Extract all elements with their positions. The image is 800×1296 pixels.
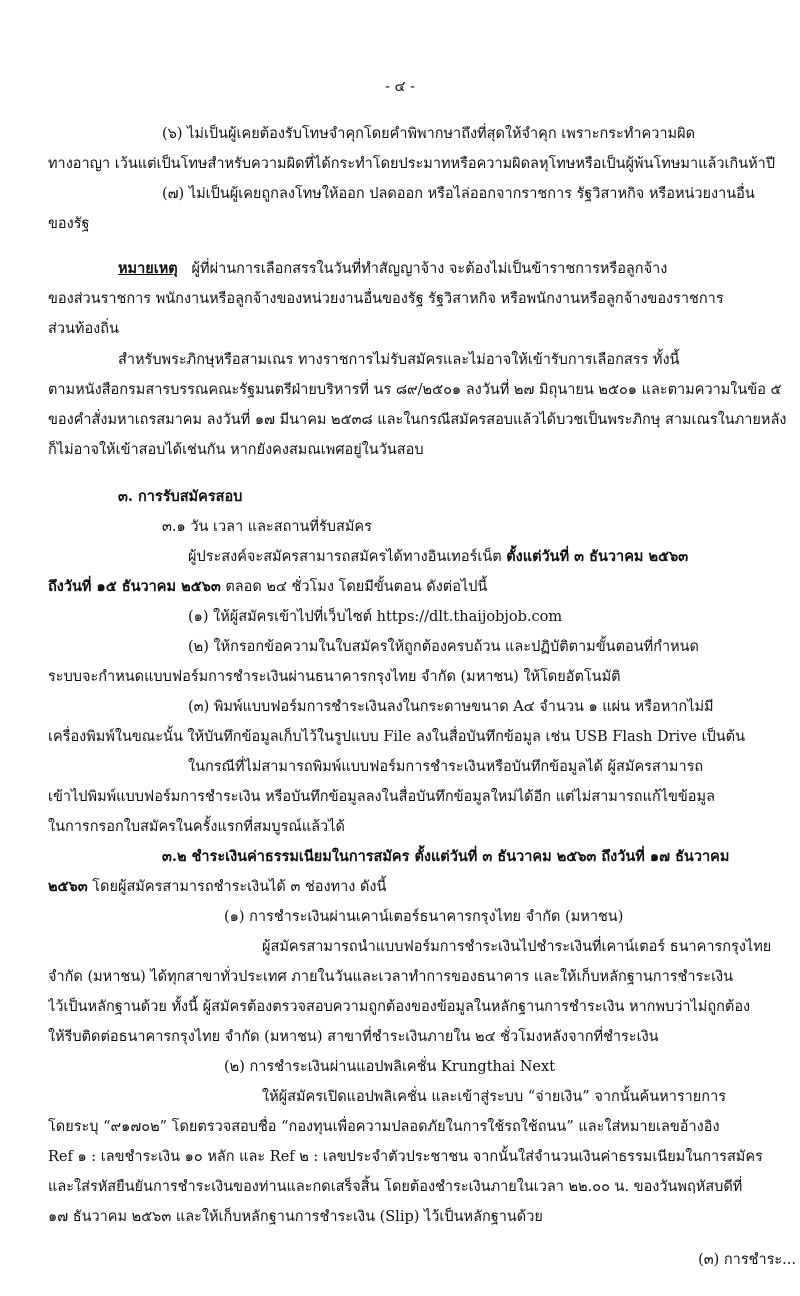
note-line-3: ส่วนท้องถิ่น [48,321,119,337]
channel-2-line-4: และใส่รหัสยืนยันการชำระเงินของท่านและกดเสร็จสิ้น โดยต้องชำระเงินภายในเวลา ๒๒.๐๐ น. ของวันพฤหัสบดีที่ [48,1179,743,1195]
monk-line-1: สำหรับพระภิกษุหรือสามเณร ทางราชการไม่รับสมัครและไม่อาจให้เข้ารับการเลือกสรร ทั้งนี้ [118,352,680,368]
clause-6-line-1: (๖) ไม่เป็นผู้เคยต้องรับโทษจำคุกโดยคำพิพากษาถึงที่สุดให้จำคุก เพราะกระทำความผิด [162,126,695,142]
note-text: ผู้ที่ผ่านการเลือกสรรในวันที่ทำสัญญาจ้าง จะต้องไม่เป็นข้าราชการหรือลูกจ้าง [191,261,668,277]
section-3-2-line-1: ๓.๒ ชำระเงินค่าธรรมเนียมในการสมัคร ตั้งแต่วันที่ ๓ ธันวาคม ๒๕๖๓ ถึงวันที่ ๑๗ ธันวาคม [162,848,730,865]
case-line-2: เข้าไปพิมพ์แบบฟอร์มการชำระเงิน หรือบันทึกข้อมูลลงในสื่อบันทึกข้อมูลใหม่ได้อีก แต่ไม่สามารถแก้ไขข้อมูล [48,789,715,805]
case-line-3: ในการกรอกใบสมัครในครั้งแรกที่สมบูรณ์แล้วได้ [48,819,345,835]
note-line-1 [118,254,798,284]
clause-7-line-1: (๗) ไม่เป็นผู้เคยถูกลงโทษให้ออก ปลดออก หรือไล่ออกจากราชการ รัฐวิสาหกิจ หรือหน่วยงานอื่น [162,186,755,202]
step-3-line-1: (๓) พิมพ์แบบฟอร์มการชำระเงินลงในกระดาษขนาด A๔ จำนวน ๑ แผ่น หรือหากไม่มี [188,699,714,715]
clause-6-line-2: ทางอาญา เว้นแต่เป็นโทษสำหรับความผิดที่ได้กระทำโดยประมาทหรือความผิดลหุโทษหรือเป็นผู้พ้นโทษมาแล้วเกินห้าปี [48,156,776,172]
section-3-1-heading: ๓.๑ วัน เวลา และสถานที่รับสมัคร [162,519,372,535]
continuation-marker: (๓) การชำระ... [698,1252,796,1268]
channel-1-heading: (๑) การชำระเงินผ่านเคาน์เตอร์ธนาคารกรุงไทย จำกัด (มหาชน) [224,909,624,925]
channel-2-line-5: ๑๗ ธันวาคม ๒๕๖๓ และให้เก็บหลักฐานการชำระเงิน (Slip) ไว้เป็นหลักฐานด้วย [48,1209,543,1225]
step-2-line-2: ระบบจะกำหนดแบบฟอร์มการชำระเงินผ่านธนาคารกรุงไทย จำกัด (มหาชน) ให้โดยอัตโนมัติ [48,669,621,685]
channel-2-line-3: Ref ๑ : เลขชำระเงิน ๑๐ หลัก และ Ref ๒ : เลขประจำตัวประชาชน จากนั้นใส่จำนวนเงินค่าธรรมเนียมในการสมัคร [48,1149,763,1165]
monk-line-3: ของคำสั่งมหาเถรสมาคม ลงวันที่ ๑๗ มีนาคม ๒๕๓๘ และในกรณีสมัครสอบแล้วได้บวชเป็นพระภิกษุ สามเณรในภายหลัง [48,412,787,428]
channel-1-line-2: จำกัด (มหาชน) ได้ทุกสาขาทั่วประเทศ ภายในวันและเวลาทำการของธนาคาร และให้เก็บหลักฐานการชำระเงิน [48,969,734,985]
page-number: - ๔ - [385,79,415,95]
case-line-1: ในกรณีที่ไม่สามารถพิมพ์แบบฟอร์มการชำระเงินหรือบันทึกข้อมูลได้ ผู้สมัครสามารถ [188,759,704,775]
step-2-line-1: (๒) ให้กรอกข้อความในใบสมัครให้ถูกต้องครบถ้วน และปฏิบัติตามขั้นตอนที่กำหนด [188,639,699,655]
channel-1-line-3: ไว้เป็นหลักฐานด้วย ทั้งนี้ ผู้สมัครต้องตรวจสอบความถูกต้องของข้อมูลในหลักฐานการชำระเงิน หากพบว่าไม่ถูกต้อง [48,999,751,1015]
channel-2-heading: (๒) การชำระเงินผ่านแอปพลิเคชั่น Krungthai Next [224,1059,556,1075]
section-3-2-line-2: ๒๕๖๓ โดยผู้สมัครสามารถชำระเงินได้ ๓ ช่องทาง ดังนี้ [48,878,387,895]
clause-7-line-2: ของรัฐ [48,216,90,232]
section-3-1-intro-line-2: ถึงวันที่ ๑๕ ธันวาคม ๒๕๖๓ ตลอด ๒๔ ชั่วโมง โดยมีขั้นตอน ดังต่อไปนี้ [48,578,488,595]
channel-1-line-4: ให้รีบติดต่อธนาคารกรุงไทย จำกัด (มหาชน) สาขาที่ชำระเงินภายใน ๒๔ ชั่วโมงหลังจากที่ชำระเงิน [48,1029,659,1045]
step-3-line-2: เครื่องพิมพ์ในขณะนั้น ให้บันทึกข้อมูลเก็บไว้ในรูปแบบ File ลงในสื่อบันทึกข้อมูล เช่น USB Flash Drive เป็นต้น [48,729,745,745]
section-3-heading: ๓. การรับสมัครสอบ [118,488,243,505]
note-line-2: ของส่วนราชการ พนักงานหรือลูกจ้างของหน่วยงานอื่นของรัฐ รัฐวิสาหกิจ หรือพนักงานหรือลูกจ้างของราชการ [48,291,724,307]
section-3-1-intro: ผู้ประสงค์จะสมัครสามารถสมัครได้ทางอินเทอร์เน็ต ตั้งแต่วันที่ ๓ ธันวาคม ๒๕๖๓ [188,548,689,565]
step-1: (๑) ให้ผู้สมัครเข้าไปที่เว็บไซต์ https://dlt.thaijobjob.com [188,609,563,625]
channel-2-line-1: ให้ผู้สมัครเปิดแอปพลิเคชั่น และเข้าสู่ระบบ “จ่ายเงิน” จากนั้นค้นหารายการ [262,1089,727,1105]
monk-line-4: ก็ไม่อาจให้เข้าสอบได้เช่นกัน หากยังคงสมณเพศอยู่ในวันสอบ [48,442,424,458]
monk-line-2: ตามหนังสือกรมสารบรรณคณะรัฐมนตรีฝ่ายบริหารที่ นร ๘๙/๒๕๐๑ ลงวันที่ ๒๗ มิถุนายน ๒๕๐๑ และตามความในข้อ ๕ [48,382,782,398]
channel-1-line-1: ผู้สมัครสามารถนำแบบฟอร์มการชำระเงินไปชำระเงินที่เคาน์เตอร์ ธนาคารกรุงไทย [262,939,772,955]
channel-2-line-2: โดยระบุ “๙๑๗๐๒” โดยตรวจสอบชื่อ “กองทุนเพื่อความปลอดภัยในการใช้รถใช้ถนน” และใส่หมายเลขอ้างอิง [48,1119,720,1135]
note-label: หมายเหตุ [118,260,178,277]
